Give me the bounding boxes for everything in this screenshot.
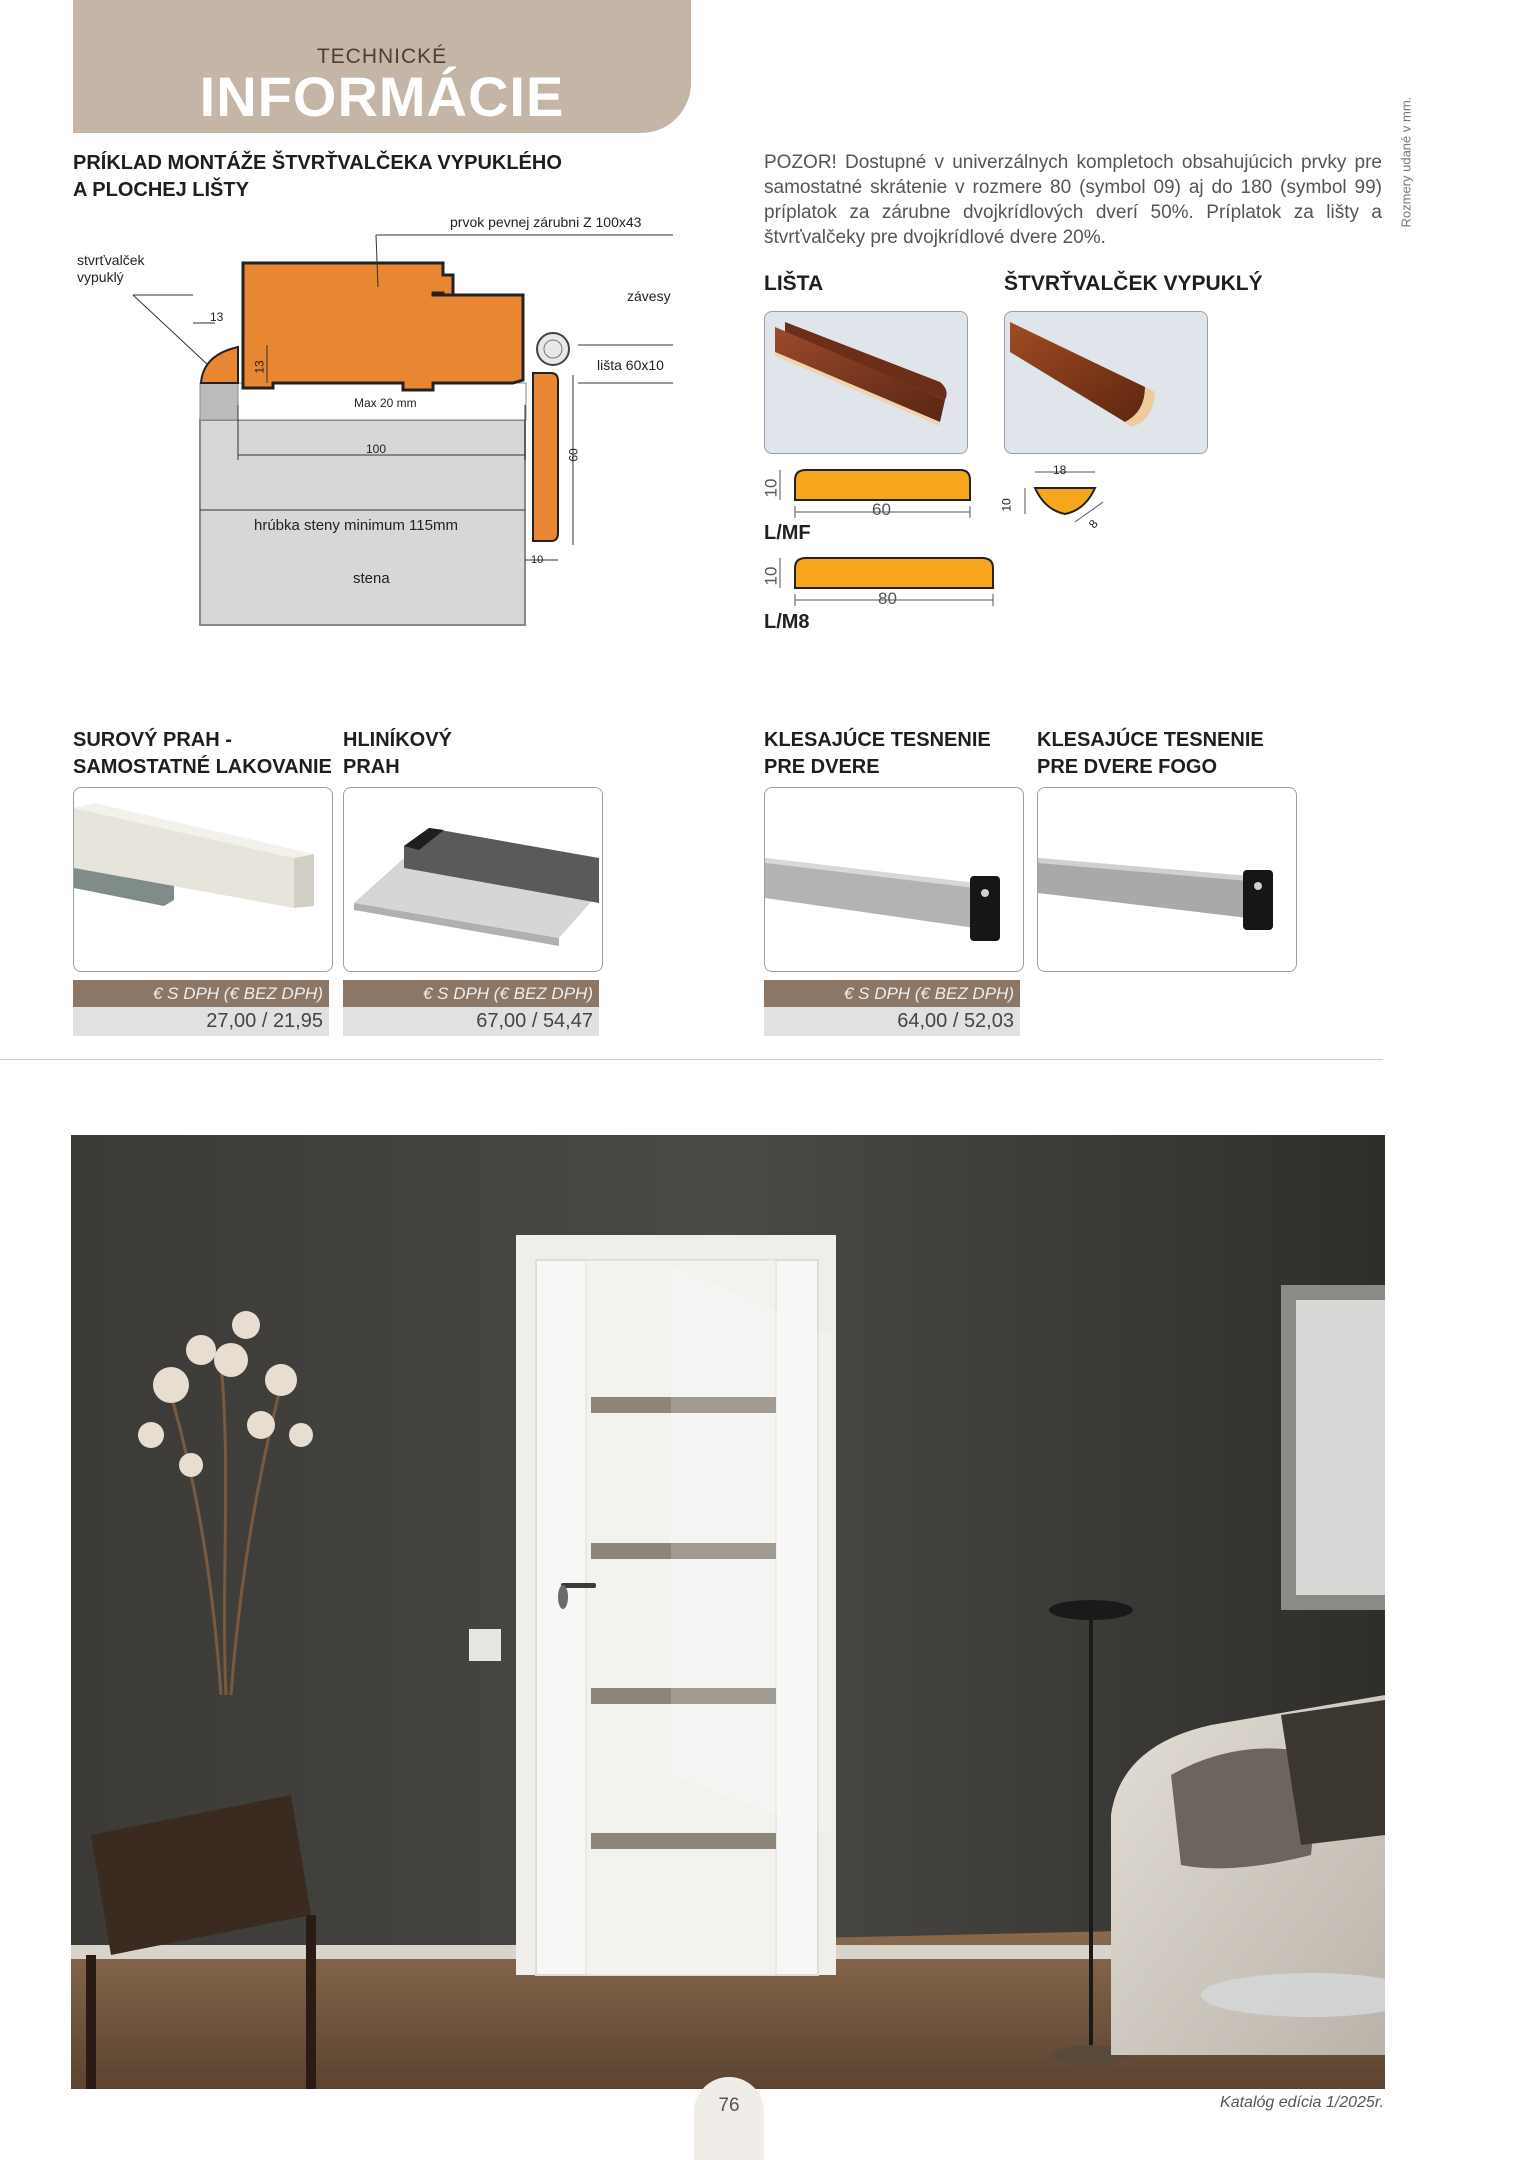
label-wall: stena [353, 570, 390, 587]
lmf-code: L/MF [764, 522, 811, 544]
product-title-line1: HLINÍKOVÝ [343, 729, 452, 751]
lmf-width: 60 [872, 500, 891, 519]
profile-lm8 [760, 550, 1000, 620]
lm8-height: 10 [761, 566, 781, 586]
price-value: 27,00 / 21,95 [73, 1007, 329, 1036]
quarter-height: 10 [999, 498, 1014, 512]
price-label: € S DPH (€ BEZ DPH) [343, 980, 599, 1007]
units-note: Rozmery udané v mm. [1398, 96, 1414, 228]
label-d13b: 13 [252, 360, 267, 374]
product-title-raw-sill [73, 727, 332, 781]
price-drop-seal [764, 980, 1020, 1036]
frame-profile [243, 263, 523, 390]
quarter-side: 8 [1085, 516, 1101, 532]
page-title: INFORMÁCIE [199, 65, 565, 128]
product-title-line2: PRE DVERE [764, 756, 880, 778]
quarter-title: ŠTVRŤVALČEK VYPUKLÝ [1004, 272, 1263, 295]
lm8-code: L/M8 [764, 611, 810, 633]
montage-title [73, 150, 673, 204]
product-title-line1: SUROVÝ PRAH - [73, 729, 232, 751]
wall-top-left [200, 383, 238, 420]
product-photo-drop-seal [764, 787, 1024, 972]
header-tab [73, 0, 691, 133]
product-title-drop-seal-fogo [1037, 727, 1264, 781]
product-title-line1: KLESAJÚCE TESNENIE [1037, 729, 1264, 751]
product-title-line2: PRE DVERE FOGO [1037, 756, 1218, 778]
catalog-edition: Katalóg edícia 1/2025r. [1220, 2094, 1384, 2111]
label-trim: lišta 60x10 [597, 357, 664, 373]
montage-title-line1: PRÍKLAD MONTÁŽE ŠTVRŤVALČEKA VYPUKLÉHO [73, 152, 562, 174]
quarter-round-shape [201, 347, 238, 383]
label-max: Max 20 mm [354, 396, 417, 410]
product-photo-raw-sill [73, 787, 333, 972]
label-d13a: 13 [210, 310, 224, 324]
label-wall-thickness: hrúbka steny minimum 115mm [254, 517, 458, 534]
label-frame: prvok pevnej zárubni Z 100x43 [450, 214, 642, 230]
quarter-width: 18 [1053, 463, 1067, 477]
product-title-alu-sill [343, 727, 452, 781]
header-supertitle: TECHNICKÉ [316, 45, 448, 68]
montage-title-line2: A PLOCHEJ LIŠTY [73, 179, 249, 201]
price-raw-sill [73, 980, 329, 1036]
divider [0, 1059, 1383, 1060]
label-d10: 10 [531, 554, 544, 566]
hinge-icon [537, 333, 569, 365]
price-value: 67,00 / 54,47 [343, 1007, 599, 1036]
notice-text: POZOR! Dostupné v univerzálnych kompletoch obsahujúcich prvky pre samostatné skrátenie v rozmere 80 (symbol 09) aj do 180 (symbol 99) príplatok za zárubne dvojkrídlových dverí 50%. Príplatok za lišty a štvrťvalčeky pre dvojkrídlové dvere 20%. [764, 152, 1382, 248]
label-quarter-line1: stvrťvalček [77, 252, 145, 268]
price-alu-sill [343, 980, 599, 1036]
side-note [1386, 80, 1426, 240]
interior-photo [71, 1135, 1385, 2089]
lm8-width: 80 [878, 589, 897, 608]
lista-photo [764, 311, 968, 454]
product-photo-alu-sill [343, 787, 603, 972]
product-title-drop-seal [764, 727, 991, 781]
product-title-line2: SAMOSTATNÉ LAKOVANIE [73, 756, 332, 778]
label-quarter [77, 252, 144, 286]
lmf-height: 10 [761, 478, 781, 498]
product-title-line2: PRAH [343, 756, 400, 778]
page-number-tab [694, 2077, 764, 2160]
page-number: 76 [718, 2095, 740, 2116]
product-title-line1: KLESAJÚCE TESNENIE [764, 729, 991, 751]
price-label: € S DPH (€ BEZ DPH) [764, 980, 1020, 1007]
quarter-photo [1004, 311, 1208, 454]
trim-shape [533, 373, 558, 541]
product-photo-drop-seal-fogo [1037, 787, 1297, 972]
price-label: € S DPH (€ BEZ DPH) [73, 980, 329, 1007]
label-d60: 60 [566, 448, 581, 462]
label-hinges: závesy [627, 288, 671, 304]
label-d100: 100 [366, 442, 387, 456]
lista-title: LIŠTA [764, 272, 824, 295]
price-value: 64,00 / 52,03 [764, 1007, 1020, 1036]
label-quarter-line2: vypuklý [77, 269, 124, 285]
